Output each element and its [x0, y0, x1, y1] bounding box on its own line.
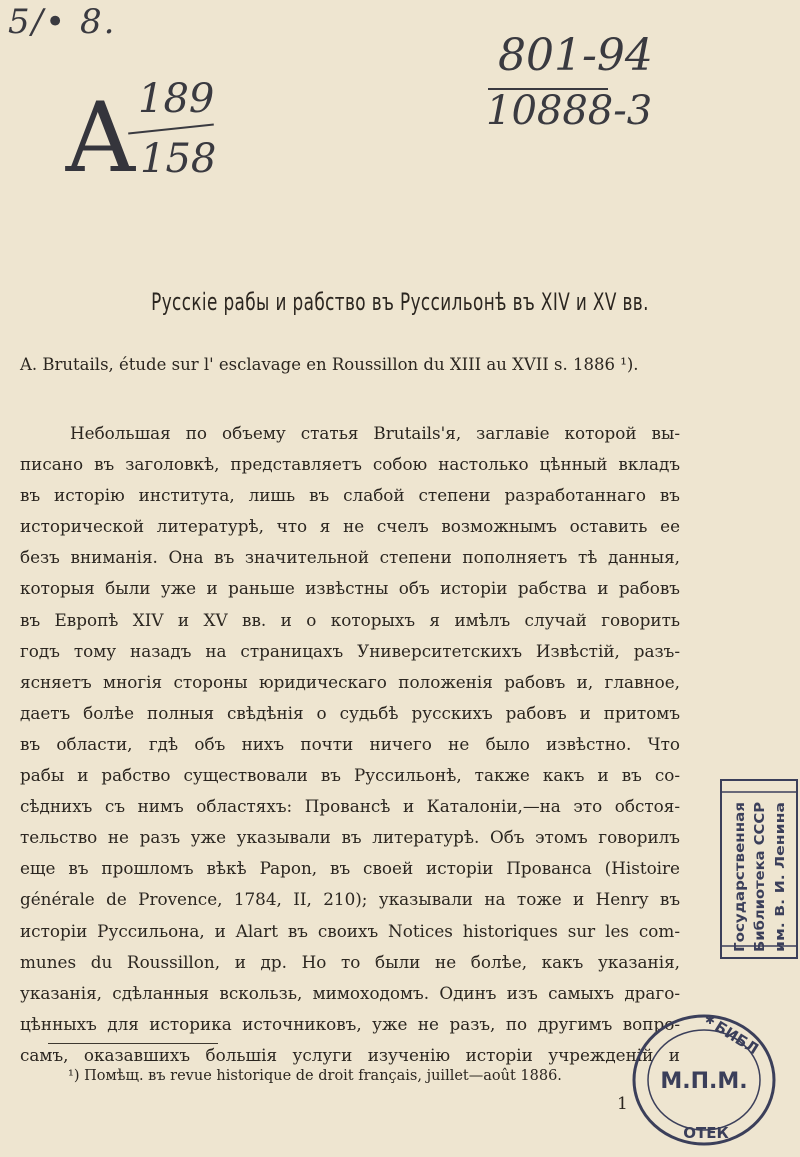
stamp-top-text: БИБЛ [711, 1017, 762, 1059]
body-line: рабы и рабство существовали въ Руссильонѣ, также какъ и въ со- [20, 765, 680, 786]
body-line: munes du Roussillon, и др. Но то были не болѣе, какъ указанія, [20, 951, 680, 972]
body-line: Небольшая по объему статья Brutails'я, заглавіе которой вы- [70, 423, 680, 443]
handwritten-ref-top: 801-94 [498, 30, 653, 81]
handwritten-number-bottom: 158 [140, 136, 217, 182]
body-line: тельство не разъ уже указывали въ литературѣ. Объ этомъ говорилъ [20, 827, 680, 848]
body-line: исторической литературѣ, что я не счелъ возможнымъ оставить ее [20, 516, 680, 537]
stamp-line-2: Библиотека СССР [753, 819, 768, 952]
handwritten-letter: А [64, 82, 137, 194]
body-line: въ области, гдѣ объ нихъ почти ничего не было извѣстно. Что [20, 733, 680, 754]
library-stamp-rectangular [718, 776, 800, 962]
body-line: самъ, оказавшихъ большія услуги изученію исторіи учрежденій и [20, 1044, 680, 1065]
article-title: Русскіе рабы и рабство въ Руссильонѣ въ XIV и XV вв. [151, 288, 649, 316]
stamp-center-text: М.П.М. [660, 1069, 748, 1094]
body-line: указанія, сдѣланныя вскользь, мимоходомъ. Одинъ изъ самыхъ драго- [20, 982, 680, 1003]
stamp-star-icon: ✱ [704, 1013, 716, 1027]
handwritten-mark-top-left: 5/• 8. [8, 2, 117, 42]
body-line: въ Европѣ XIV и XV вв. и о которыхъ я имѣлъ случай говорить [20, 609, 680, 630]
body-line: цѣнныхъ для историка источниковъ, уже не разъ, по другимъ вопро- [20, 1013, 680, 1034]
body-line: которыя были уже и раньше извѣстны объ исторіи рабства и рабовъ [20, 578, 680, 599]
stamp-bottom-text: ОТЕК [683, 1124, 729, 1142]
handwritten-number-top: 189 [138, 76, 215, 122]
page-number: 1 [617, 1094, 628, 1114]
footnote: ¹) Помѣщ. въ revue historique de droit français, juillet—août 1886. [68, 1068, 562, 1084]
handwritten-fraction-line [128, 124, 214, 135]
footnote-divider [48, 1043, 218, 1044]
body-text [20, 418, 680, 1071]
stamp-line-1: Государственная [733, 822, 748, 952]
body-line: безъ вниманія. Она въ значительной степени пополняетъ тѣ данныя, [20, 547, 680, 568]
body-line: писано въ заголовкѣ, представляетъ собою настолько цѣнный вкладъ [20, 454, 680, 475]
body-line: годъ тому назадъ на страницахъ Университетскихъ Извѣстій, разъ- [20, 640, 680, 661]
body-line: еще въ прошломъ вѣкѣ Papon, въ своей исторіи Прованса (Histoire [20, 858, 680, 879]
stamp-line-3: им. В. И. Ленина [773, 837, 787, 952]
body-line: ясняетъ многія стороны юридическаго положенія рабовъ и, главное, [20, 671, 680, 692]
body-line: даетъ болѣе полныя свѣдѣнія о судьбѣ русскихъ рабовъ и притомъ [20, 702, 680, 723]
body-line: исторіи Руссильона, и Alart въ своихъ Notices historiques sur les com- [20, 920, 680, 941]
body-line: сѣднихъ съ нимъ областяхъ: Провансѣ и Каталоніи,—на это обстоя- [20, 796, 680, 817]
handwritten-ref-bottom: 10888-3 [486, 88, 653, 134]
library-stamp-round [626, 1008, 778, 1148]
body-line: въ исторію института, лишь въ слабой степени разработаннаго въ [20, 485, 680, 506]
body-line: générale de Provence, 1784, II, 210); указывали на тоже и Henry въ [20, 889, 680, 910]
source-citation: A. Brutails, étude sur l' esclavage en Roussillon du XIII au XVII s. 1886 ¹). [20, 355, 639, 374]
